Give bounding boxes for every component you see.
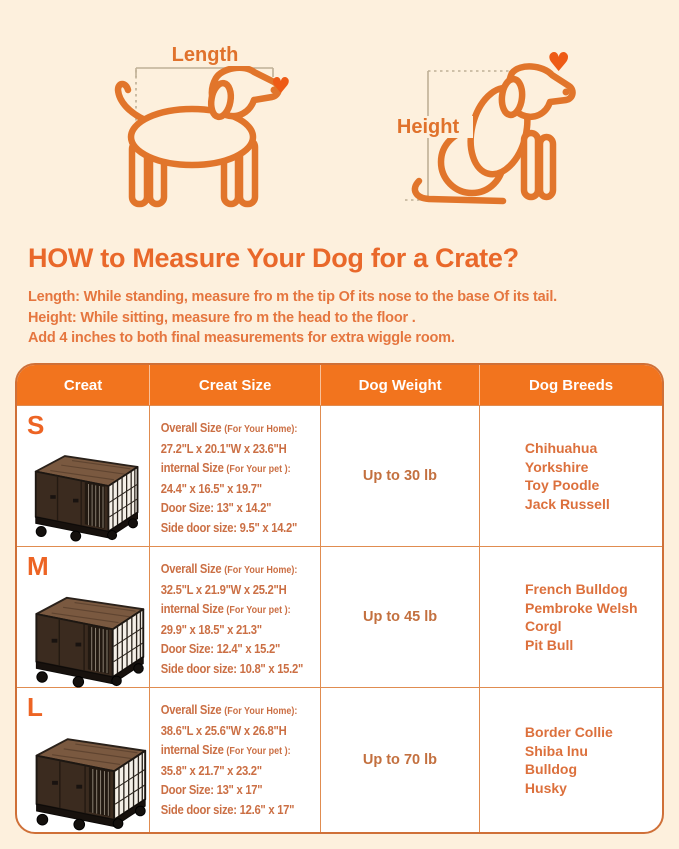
breed: Border Collie: [524, 724, 613, 740]
crate-photo-medium: [23, 581, 149, 689]
heart-icon: ♥: [547, 48, 571, 78]
internal-size-note: (For Your pet ):: [226, 605, 291, 616]
header-creat-size: Creat Size: [149, 365, 320, 405]
overall-size-value: 32.5"L x 21.9"W x 25.2"H: [160, 582, 287, 597]
header-dog-breeds: Dog Breeds: [479, 365, 662, 405]
overall-size-value: 38.6"L x 25.6"W x 26.8"H: [160, 723, 287, 738]
overall-size-value: 27.2"L x 20.1"W x 23.6"H: [160, 441, 287, 456]
size-letter: M: [27, 551, 49, 581]
overall-size-note: (For Your Home):: [224, 424, 298, 435]
breed: Toy Poodle: [524, 477, 600, 493]
table-row-l: [17, 687, 662, 832]
table-row-m: [17, 546, 662, 687]
heart-icon: ♥: [271, 74, 291, 99]
breed: Yorkshire: [524, 458, 589, 475]
door-size: Door Size: 13" x 17": [160, 783, 263, 797]
door-size: Door Size: 12.4" x 15.2": [160, 642, 281, 656]
crate-photo-large: [23, 722, 151, 832]
intro-line-height: Height: While sitting, measure fro m the head to the floor .: [28, 309, 416, 326]
internal-size-label: internal Size: [160, 743, 224, 757]
cell-size-l: [149, 688, 320, 832]
side-door-size: Side door size: 10.8" x 15.2": [160, 661, 304, 676]
page-title: HOW to Measure Your Dog for a Crate?: [28, 243, 519, 273]
cell-crate-l: [17, 688, 149, 832]
internal-size-note: (For Your pet ):: [226, 746, 291, 757]
length-label: Length: [160, 44, 250, 66]
header-creat: Creat: [63, 376, 103, 394]
internal-size-label: internal Size: [160, 461, 224, 475]
header-dog-weight: Dog Weight: [320, 365, 479, 405]
standing-dog-illustration: [100, 40, 310, 215]
crate-size-table: [15, 363, 664, 834]
side-door-size: Side door size: 12.6" x 17": [160, 802, 295, 817]
cell-crate-m: [17, 547, 149, 687]
standing-dog-outline: [118, 68, 279, 204]
height-label: Height: [383, 116, 473, 138]
breed: Bulldog: [524, 761, 578, 777]
breed: Chihuahua: [524, 440, 598, 456]
table-row-s: [17, 405, 662, 546]
internal-size-label: internal Size: [160, 602, 224, 616]
breed: Pembroke Welsh: [525, 599, 638, 616]
breed: Husky: [524, 779, 567, 796]
table-header-row: [17, 365, 662, 405]
breed: French Bulldog: [525, 581, 628, 597]
side-door-size: Side door size: 9.5" x 14.2": [160, 520, 298, 535]
door-size: Door Size: 13" x 14.2": [160, 501, 272, 515]
internal-size-value: 35.8" x 21.7" x 23.2": [160, 763, 262, 778]
cell-size-s: [149, 406, 320, 546]
crate-photo-small: [23, 440, 143, 543]
breed: Corgl: [525, 618, 562, 634]
internal-size-note: (For Your pet ):: [226, 464, 291, 475]
overall-size-label: Overall Size: [160, 562, 222, 576]
breed: Jack Russell: [524, 495, 610, 512]
breed: Pit Bull: [525, 636, 574, 653]
overall-size-note: (For Your Home):: [224, 706, 298, 717]
cell-size-m: [149, 547, 320, 687]
overall-size-note: (For Your Home):: [224, 565, 298, 576]
internal-size-value: 29.9" x 18.5" x 21.3": [160, 622, 262, 637]
intro-line-length: Length: While standing, measure fro m the tip Of its nose to the base Of its tail.: [28, 289, 558, 305]
breed: Shiba lnu: [524, 742, 588, 759]
cell-breeds-l: [479, 688, 662, 832]
size-letter: S: [27, 410, 45, 440]
internal-size-value: 24.4" x 16.5" x 19.7": [160, 481, 262, 496]
cell-breeds-m: [479, 547, 662, 687]
overall-size-label: Overall Size: [160, 703, 222, 717]
intro-line-wiggle: Add 4 inches to both final measurements for extra wiggle room.: [28, 330, 455, 346]
size-letter: L: [27, 692, 43, 722]
cell-weight-s: Up to 30 lb: [320, 406, 479, 546]
cell-crate-s: [17, 406, 149, 546]
cell-weight-l: Up to 70 lb: [320, 688, 479, 832]
overall-size-label: Overall Size: [160, 421, 222, 435]
cell-breeds-s: [479, 406, 662, 546]
intro-text: [28, 287, 668, 349]
cell-weight-m: Up to 45 lb: [320, 547, 479, 687]
